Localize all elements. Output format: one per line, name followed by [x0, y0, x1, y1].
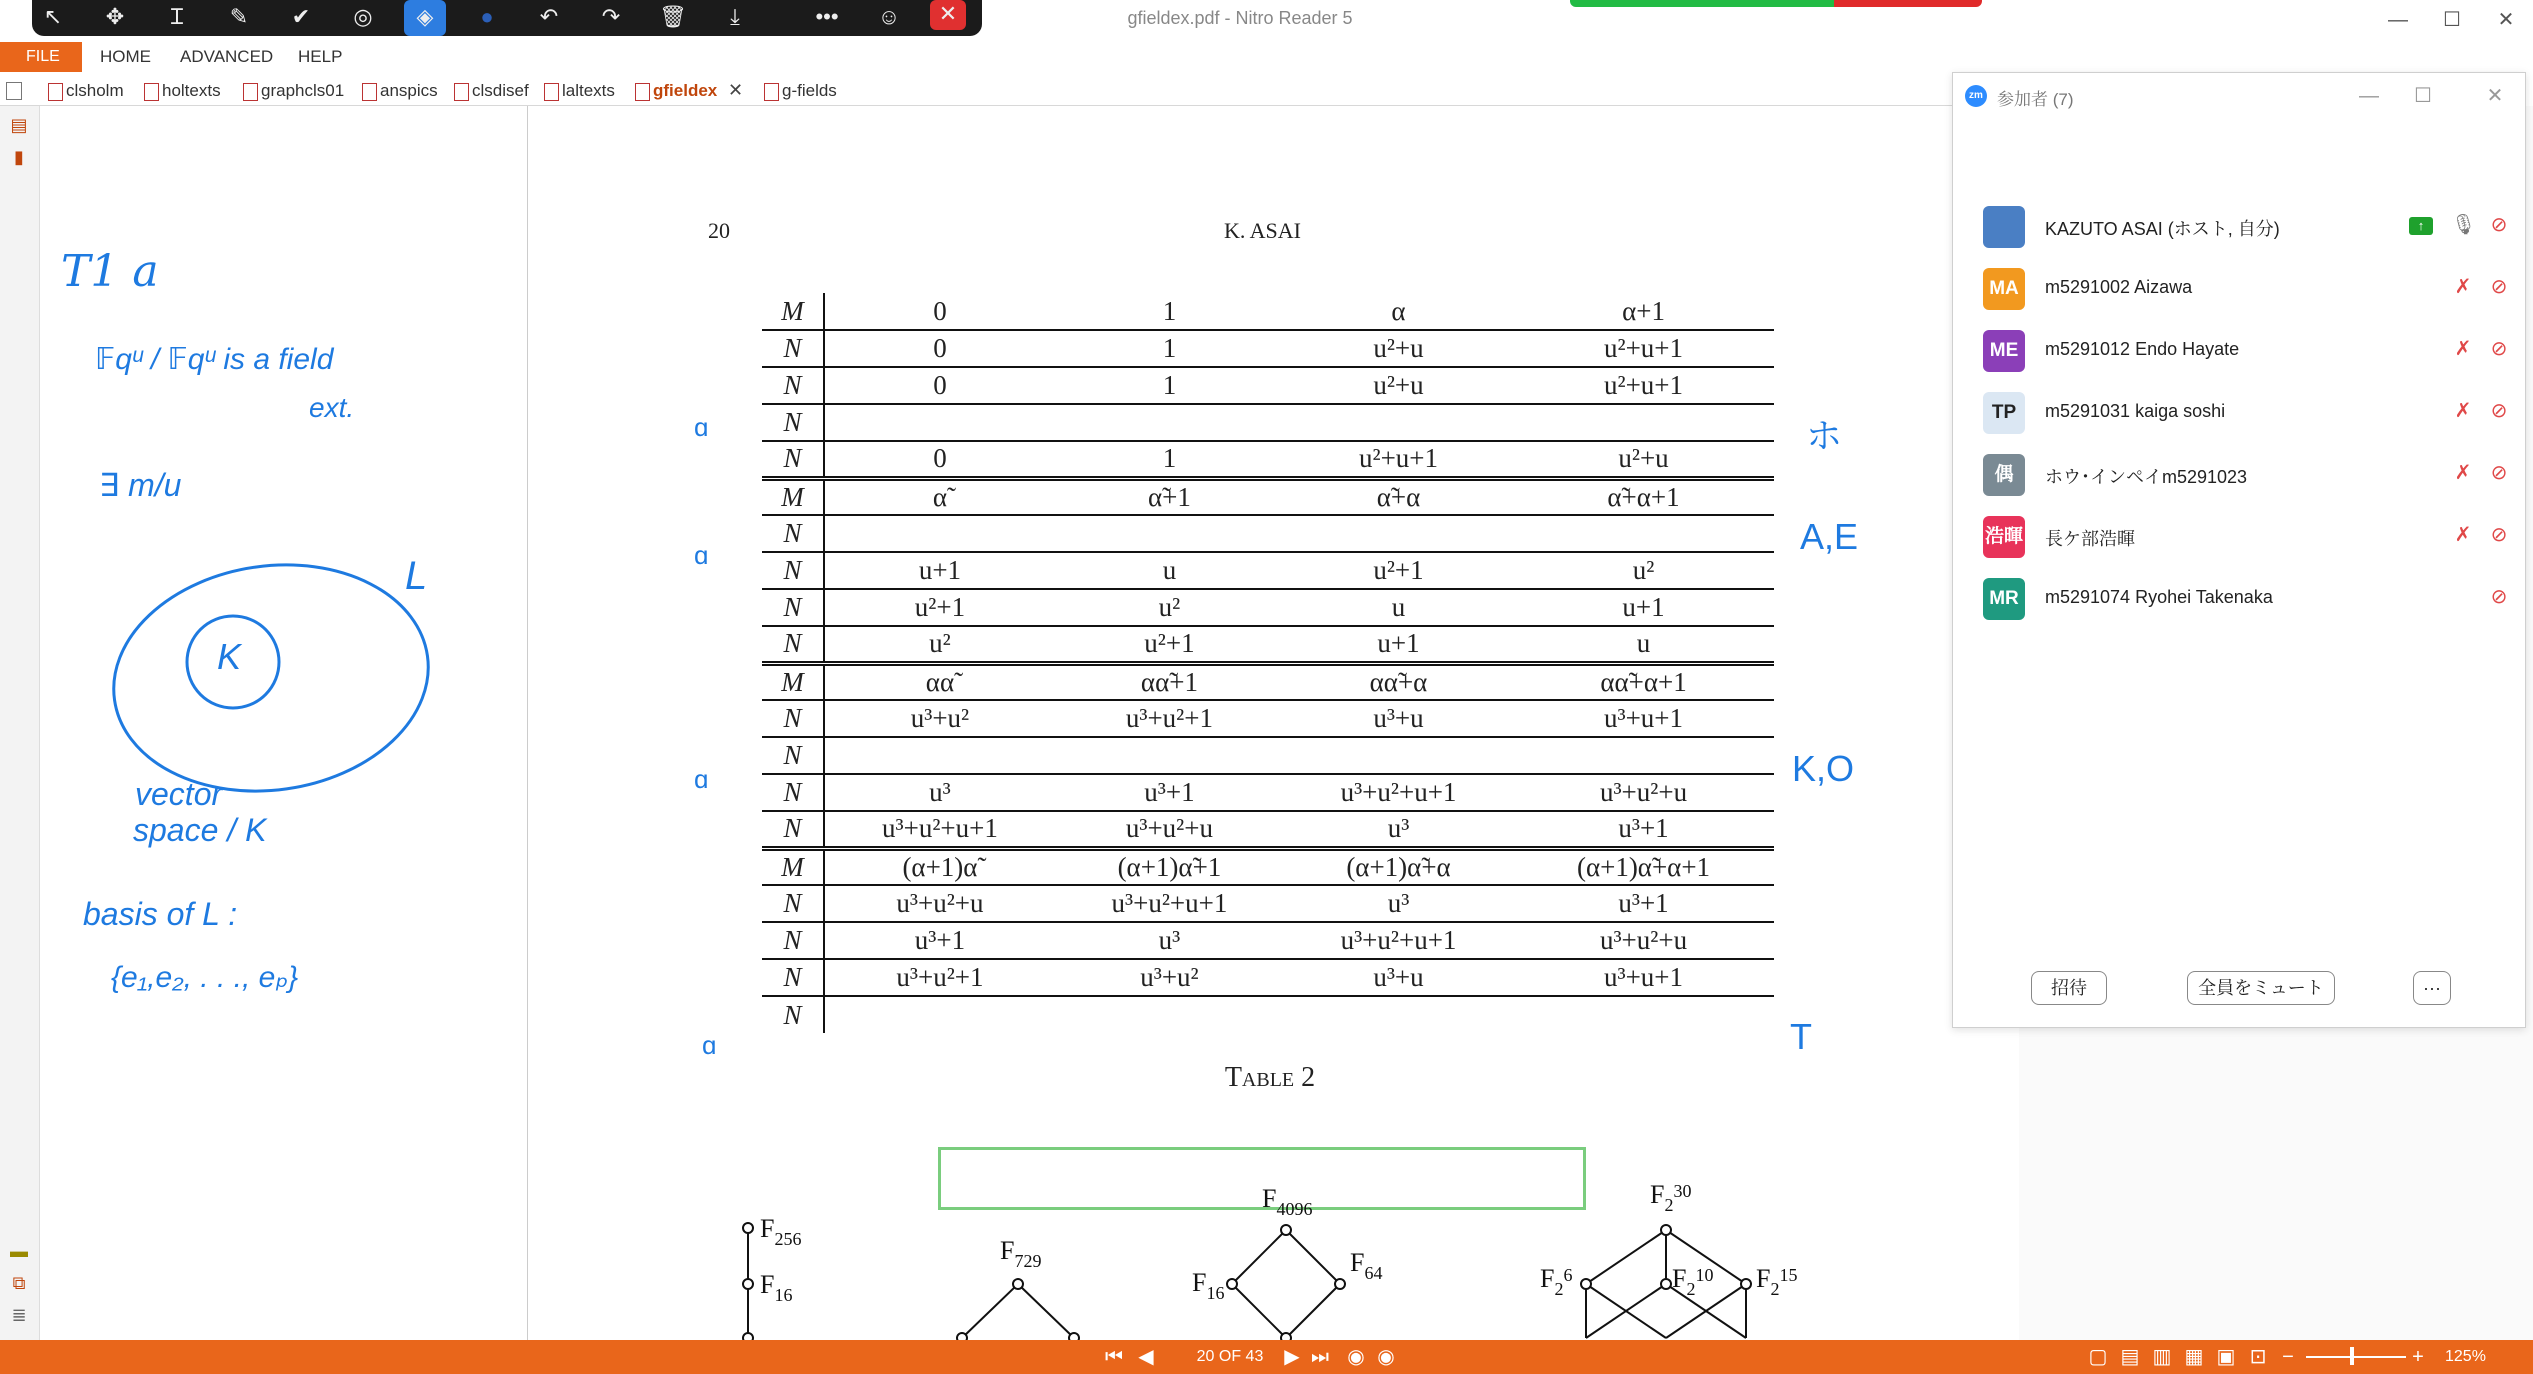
- tab-anspics[interactable]: anspics: [360, 78, 438, 104]
- avatar: ME: [1983, 330, 2025, 372]
- mic-muted-icon[interactable]: ✗: [2454, 338, 2472, 360]
- table-cell: u²: [824, 626, 1055, 663]
- panel-maximize-icon[interactable]: ☐: [2414, 85, 2432, 107]
- row-label: N: [762, 515, 824, 552]
- note-K: K: [217, 636, 242, 677]
- lattice-label-f4096: $F_{4096}$: [1262, 1184, 1313, 1219]
- avatar: MR: [1983, 578, 2025, 620]
- table-row: [762, 663, 1774, 700]
- panel-minimize-icon[interactable]: —: [2359, 85, 2379, 107]
- table-row: [762, 996, 1774, 1033]
- video-off-icon[interactable]: ⊘: [2490, 338, 2508, 360]
- table-cell: u²: [1513, 552, 1774, 589]
- lattice-label-f2-10: $F_2^{10}$: [1672, 1264, 1714, 1299]
- facing-continuous-view-icon[interactable]: ▦: [2184, 1346, 2204, 1368]
- table-cell: u³+1: [1055, 774, 1284, 811]
- annotation-mark-1: ɑ: [694, 412, 709, 442]
- table-row: [762, 774, 1774, 811]
- more-options-button[interactable]: ···: [2413, 971, 2451, 1005]
- lattice-label-f2-6: $F_2^6$: [1540, 1264, 1573, 1299]
- participant-name: 長ケ部浩暉: [2045, 529, 2135, 549]
- page-icon[interactable]: [6, 82, 22, 100]
- row-label: N: [762, 811, 824, 848]
- table-cell: [1055, 996, 1284, 1033]
- table-row: [762, 811, 1774, 848]
- stamp-icon[interactable]: ◎: [353, 4, 373, 29]
- row-label: N: [762, 885, 824, 922]
- note-field-ext: 𝔽qᵘ / 𝔽qᵘ is a field: [95, 343, 334, 376]
- table-cell: [1284, 515, 1513, 552]
- mic-muted-icon[interactable]: ✗: [2454, 462, 2472, 484]
- pan-icon[interactable]: ✥: [105, 4, 125, 29]
- table-row: [762, 404, 1774, 441]
- tab-holtexts[interactable]: holtexts: [142, 78, 221, 104]
- row-label: M: [762, 848, 824, 885]
- margin-note-ae: A,E: [1800, 516, 1859, 557]
- pages-icon[interactable]: ▮: [14, 147, 24, 167]
- zoom-logo: zm: [1965, 85, 1987, 107]
- zoom-slider-track[interactable]: [2306, 1356, 2406, 1358]
- lattice-label-f64: $F_{64}$: [1350, 1248, 1383, 1283]
- pen-icon[interactable]: ✎: [229, 4, 249, 29]
- table-cell: [824, 737, 1055, 774]
- advanced-menu[interactable]: ADVANCED: [180, 47, 274, 66]
- table-cell: [1513, 996, 1774, 1033]
- table-cell: (α+1)α̃+1: [1055, 848, 1284, 885]
- table-cell: α̃: [824, 478, 1055, 515]
- margin-note-t: T: [1790, 1016, 1812, 1057]
- table-cell: αα̃: [824, 663, 1055, 700]
- table-cell: α̃+α+1: [1513, 478, 1774, 515]
- table-row: [762, 922, 1774, 959]
- bookmark-icon[interactable]: ▤: [10, 115, 28, 135]
- video-off-icon[interactable]: ⊘: [2490, 214, 2508, 236]
- table-cell: u+1: [1284, 626, 1513, 663]
- note-basis-set: {e₁,e₂, . . ., eₚ}: [111, 961, 299, 994]
- table-cell: u: [1284, 589, 1513, 626]
- forward-view-icon[interactable]: ◉: [1377, 1346, 1395, 1368]
- row-label: N: [762, 922, 824, 959]
- participant-name: ホウ･インペイm5291023: [2045, 467, 2248, 487]
- row-label: N: [762, 996, 824, 1033]
- participant-name: m5291012 Endo Hayate: [2045, 339, 2240, 359]
- table-cell: α̃+1: [1055, 478, 1284, 515]
- tab-clsholm[interactable]: clsholm: [46, 78, 124, 104]
- presentation-view-icon[interactable]: ⊡: [2249, 1346, 2267, 1368]
- table-cell: 0: [824, 293, 1055, 330]
- row-label: M: [762, 663, 824, 700]
- avatar: MA: [1983, 268, 2025, 310]
- zoom-level[interactable]: 125%: [2445, 1348, 2486, 1365]
- table-row: [762, 885, 1774, 922]
- participants-icon[interactable]: ☺: [877, 4, 901, 29]
- table-cell: αα̃+α+1: [1513, 663, 1774, 700]
- table-row: [762, 552, 1774, 589]
- page-number: 20: [708, 218, 730, 243]
- text-cursor-icon[interactable]: Ɪ: [170, 4, 184, 29]
- table-cell: u³+u: [1284, 700, 1513, 737]
- participant-row[interactable]: [1953, 257, 2525, 319]
- lattice-label-f16b: $F_{16}$: [1192, 1268, 1225, 1303]
- table-cell: αα̃+1: [1055, 663, 1284, 700]
- table-cell: u³+u²+u: [1513, 774, 1774, 811]
- table-cell: 0: [824, 441, 1055, 478]
- table-cell: u³: [824, 774, 1055, 811]
- table-cell: u²+u: [1513, 441, 1774, 478]
- row-label: N: [762, 589, 824, 626]
- attachment-icon[interactable]: ⧉: [12, 1273, 26, 1293]
- participant-row[interactable]: [1953, 195, 2525, 257]
- next-page-icon[interactable]: ▶: [1284, 1346, 1300, 1368]
- table-cell: [1284, 996, 1513, 1033]
- table-cell: u³+u²+u: [824, 885, 1055, 922]
- video-off-icon[interactable]: ⊘: [2490, 400, 2508, 422]
- note-space: space / K: [133, 812, 267, 848]
- page-indicator[interactable]: 20 OF 43: [1196, 1348, 1264, 1365]
- table-cell: [824, 404, 1055, 441]
- table-cell: u³+u²: [1055, 959, 1284, 996]
- tab-graphcls01[interactable]: graphcls01: [241, 78, 344, 104]
- video-off-icon[interactable]: ⊘: [2490, 524, 2508, 546]
- minimize-button[interactable]: —: [2388, 9, 2408, 31]
- table-row: [762, 367, 1774, 404]
- video-off-icon[interactable]: ⊘: [2490, 462, 2508, 484]
- lattice-label-f256: $F_{256}$: [760, 1214, 802, 1249]
- prev-page-icon[interactable]: ◀: [1138, 1346, 1154, 1368]
- table-row: [762, 589, 1774, 626]
- table-cell: u³+u²+u: [1513, 922, 1774, 959]
- table-cell: α+1: [1513, 293, 1774, 330]
- table-row: [762, 700, 1774, 737]
- color-dot-icon[interactable]: ●: [480, 4, 494, 29]
- tab-gfieldex[interactable]: gfieldex: [633, 78, 717, 104]
- table-cell: u³+u²+u+1: [1284, 774, 1513, 811]
- participants-title: 参加者 (7): [1997, 90, 2074, 109]
- table-cell: [824, 996, 1055, 1033]
- select-icon[interactable]: ↖: [43, 4, 63, 29]
- row-label: N: [762, 441, 824, 478]
- table-cell: u³+u: [1284, 959, 1513, 996]
- table-cell: [1284, 404, 1513, 441]
- participant-row[interactable]: [1953, 319, 2525, 381]
- table-cell: u³+u²+1: [824, 959, 1055, 996]
- mic-muted-icon[interactable]: ✗: [2454, 276, 2472, 298]
- tab-g-fields[interactable]: g-fields: [762, 78, 837, 104]
- zoom-out-icon[interactable]: −: [2282, 1346, 2294, 1368]
- table-cell: u: [1513, 626, 1774, 663]
- table-cell: u²+1: [824, 589, 1055, 626]
- table-cell: u²+u+1: [1284, 441, 1513, 478]
- note-basis: basis of L :: [83, 896, 238, 932]
- home-menu[interactable]: HOME: [100, 47, 151, 66]
- eraser-icon[interactable]: ◈: [404, 0, 446, 36]
- table-row: [762, 441, 1774, 478]
- row-label: N: [762, 774, 824, 811]
- mic-on-icon[interactable]: 🎙: [2451, 214, 2477, 236]
- table-cell: u²+u+1: [1513, 367, 1774, 404]
- table-row: [762, 959, 1774, 996]
- table-cell: u³+u+1: [1513, 700, 1774, 737]
- note-vector: vector: [135, 776, 223, 812]
- table-row: [762, 293, 1774, 330]
- fullscreen-view-icon[interactable]: ▣: [2216, 1346, 2236, 1368]
- row-label: N: [762, 552, 824, 589]
- table-cell: (α+1)α̃+α: [1284, 848, 1513, 885]
- annotation-mark-3: ɑ: [694, 764, 709, 794]
- table-cell: 1: [1055, 367, 1284, 404]
- screen-share-icon: ↑: [2409, 217, 2433, 235]
- handwritten-notes-panel: [41, 106, 528, 1340]
- table-cell: [1513, 404, 1774, 441]
- table-cell: u³+u+1: [1513, 959, 1774, 996]
- table-cell: u³+u²+u: [1055, 811, 1284, 848]
- mute-all-button[interactable]: 全員をミュート: [2187, 971, 2335, 1005]
- table-cell: u³+u²+u+1: [1055, 885, 1284, 922]
- field-table: [762, 293, 1774, 1033]
- panel-close-icon[interactable]: ✕: [2486, 85, 2504, 107]
- table-cell: u³: [1055, 922, 1284, 959]
- table-cell: α̃+α: [1284, 478, 1513, 515]
- left-rail: [0, 106, 40, 1340]
- facing-view-icon[interactable]: ▥: [2152, 1346, 2172, 1368]
- participant-name: m5291002 Aizawa: [2045, 277, 2193, 297]
- table-cell: u²+1: [1055, 626, 1284, 663]
- invite-button[interactable]: 招待: [2031, 971, 2107, 1005]
- note-ext: ext.: [309, 392, 355, 423]
- participant-row[interactable]: [1953, 505, 2525, 567]
- row-label: N: [762, 330, 824, 367]
- table-row: [762, 330, 1774, 367]
- last-page-icon[interactable]: ⏭: [1311, 1346, 1329, 1368]
- note-L: L: [405, 554, 428, 598]
- lattice-label-f16: $F_{16}$: [760, 1270, 793, 1305]
- continuous-view-icon[interactable]: ▤: [2120, 1346, 2140, 1368]
- video-off-icon[interactable]: ⊘: [2490, 586, 2508, 608]
- page-header: K. ASAI: [1224, 218, 1302, 243]
- table-cell: [1055, 737, 1284, 774]
- table-cell: u³+1: [1513, 811, 1774, 848]
- row-label: N: [762, 700, 824, 737]
- mic-muted-icon[interactable]: ✗: [2454, 524, 2472, 546]
- zoom-slider-thumb[interactable]: [2350, 1347, 2354, 1365]
- table-cell: u+1: [824, 552, 1055, 589]
- table-cell: 1: [1055, 293, 1284, 330]
- avatar: 偶: [1983, 454, 2025, 496]
- table-cell: u²+u: [1284, 367, 1513, 404]
- row-label: N: [762, 404, 824, 441]
- more-icon[interactable]: •••: [815, 4, 839, 29]
- table-row: [762, 848, 1774, 885]
- table-cell: u²: [1055, 589, 1284, 626]
- row-label: M: [762, 293, 824, 330]
- table-row: [762, 515, 1774, 552]
- margin-note-ho: ホ: [1806, 415, 1843, 456]
- participant-name: m5291031 kaiga soshi: [2045, 401, 2226, 421]
- participant-row[interactable]: [1953, 381, 2525, 443]
- table-cell: u³: [1284, 885, 1513, 922]
- row-label: N: [762, 959, 824, 996]
- row-label: N: [762, 367, 824, 404]
- table-cell: u+1: [1513, 589, 1774, 626]
- annotation-toolbar: [32, 0, 982, 36]
- annotation-mark-4: ɑ: [702, 1030, 717, 1060]
- close-tab-icon[interactable]: ✕: [728, 80, 744, 100]
- progress-bar-green: [1570, 0, 1834, 7]
- table-cell: αα̃+α: [1284, 663, 1513, 700]
- row-label: N: [762, 626, 824, 663]
- table-row: [762, 737, 1774, 774]
- table-cell: 1: [1055, 330, 1284, 367]
- comment-icon[interactable]: ▬: [10, 1241, 28, 1261]
- progress-bar-red: [1834, 0, 1982, 7]
- avatar: TP: [1983, 392, 2025, 434]
- undo-icon[interactable]: ↶: [539, 4, 559, 29]
- maximize-button[interactable]: ☐: [2443, 9, 2461, 31]
- table-cell: (α+1)α̃: [824, 848, 1055, 885]
- table-cell: u: [1055, 552, 1284, 589]
- first-page-icon[interactable]: ⏮: [1105, 1346, 1123, 1368]
- zoom-participants-panel: [1952, 72, 2526, 1028]
- table-cell: u²+u: [1284, 330, 1513, 367]
- margin-note-ko: K,O: [1792, 748, 1855, 789]
- table-cell: u³: [1284, 811, 1513, 848]
- list-icon[interactable]: ≣: [11, 1305, 27, 1325]
- table-cell: [824, 515, 1055, 552]
- table-row: [762, 626, 1774, 663]
- table-cell: u³+u²+1: [1055, 700, 1284, 737]
- row-label: N: [762, 737, 824, 774]
- note-exists-mu: ∃ m/u: [99, 467, 182, 503]
- table-cell: u³+1: [824, 922, 1055, 959]
- participant-name: KAZUTO ASAI (ホスト, 自分): [2045, 219, 2280, 239]
- lattice-label-f2-15: $F_2^{15}$: [1756, 1264, 1798, 1299]
- participant-name: m5291074 Ryohei Takenaka: [2045, 587, 2273, 607]
- video-off-icon[interactable]: ⊘: [2490, 276, 2508, 298]
- help-menu[interactable]: HELP: [298, 47, 343, 66]
- table-cell: α: [1284, 293, 1513, 330]
- table-cell: u²+u+1: [1513, 330, 1774, 367]
- mic-muted-icon[interactable]: ✗: [2454, 400, 2472, 422]
- table-cell: u³+1: [1513, 885, 1774, 922]
- table-cell: u³+u²+u+1: [824, 811, 1055, 848]
- table-row: [762, 478, 1774, 515]
- table-cell: 0: [824, 330, 1055, 367]
- table-cell: u³+u²: [824, 700, 1055, 737]
- table-cell: [1055, 515, 1284, 552]
- close-window-button[interactable]: ✕: [2497, 9, 2515, 31]
- check-icon[interactable]: ✔: [291, 4, 311, 29]
- avatar: 浩暉: [1983, 516, 2025, 558]
- redo-icon[interactable]: ↷: [601, 4, 621, 29]
- file-menu[interactable]: FILE: [0, 42, 82, 72]
- note-t1a: T1 a: [61, 246, 159, 297]
- table-cell: [1055, 404, 1284, 441]
- table-cell: 0: [824, 367, 1055, 404]
- trash-icon[interactable]: 🗑: [659, 4, 687, 29]
- table-cell: (α+1)α̃+α+1: [1513, 848, 1774, 885]
- table-cell: 1: [1055, 441, 1284, 478]
- participant-row[interactable]: [1953, 567, 2525, 629]
- avatar: [1983, 206, 2025, 248]
- table-cell: u³+u²+u+1: [1284, 922, 1513, 959]
- table-cell: [1513, 515, 1774, 552]
- single-page-view-icon[interactable]: ▢: [2088, 1346, 2108, 1368]
- download-icon[interactable]: ⤓: [730, 4, 740, 29]
- lattice-label-f2-30: $F_2^{30}$: [1650, 1180, 1692, 1215]
- table-caption: Table 2: [1224, 1062, 1316, 1093]
- annotation-mark-2: ɑ: [694, 540, 709, 570]
- back-view-icon[interactable]: ◉: [1347, 1346, 1365, 1368]
- participant-row[interactable]: [1953, 443, 2525, 505]
- table-cell: [1284, 737, 1513, 774]
- app-title: gfieldex.pdf - Nitro Reader 5: [1127, 8, 1353, 28]
- table-cell: [1513, 737, 1774, 774]
- close-toolbar-icon[interactable]: ✕: [930, 0, 966, 30]
- tab-laltexts[interactable]: laltexts: [542, 78, 615, 104]
- zoom-in-icon[interactable]: +: [2412, 1346, 2424, 1368]
- table-cell: u²+1: [1284, 552, 1513, 589]
- row-label: M: [762, 478, 824, 515]
- lattice-label-f729: $F_{729}$: [1000, 1236, 1042, 1271]
- tab-clsdisef[interactable]: clsdisef: [452, 78, 529, 104]
